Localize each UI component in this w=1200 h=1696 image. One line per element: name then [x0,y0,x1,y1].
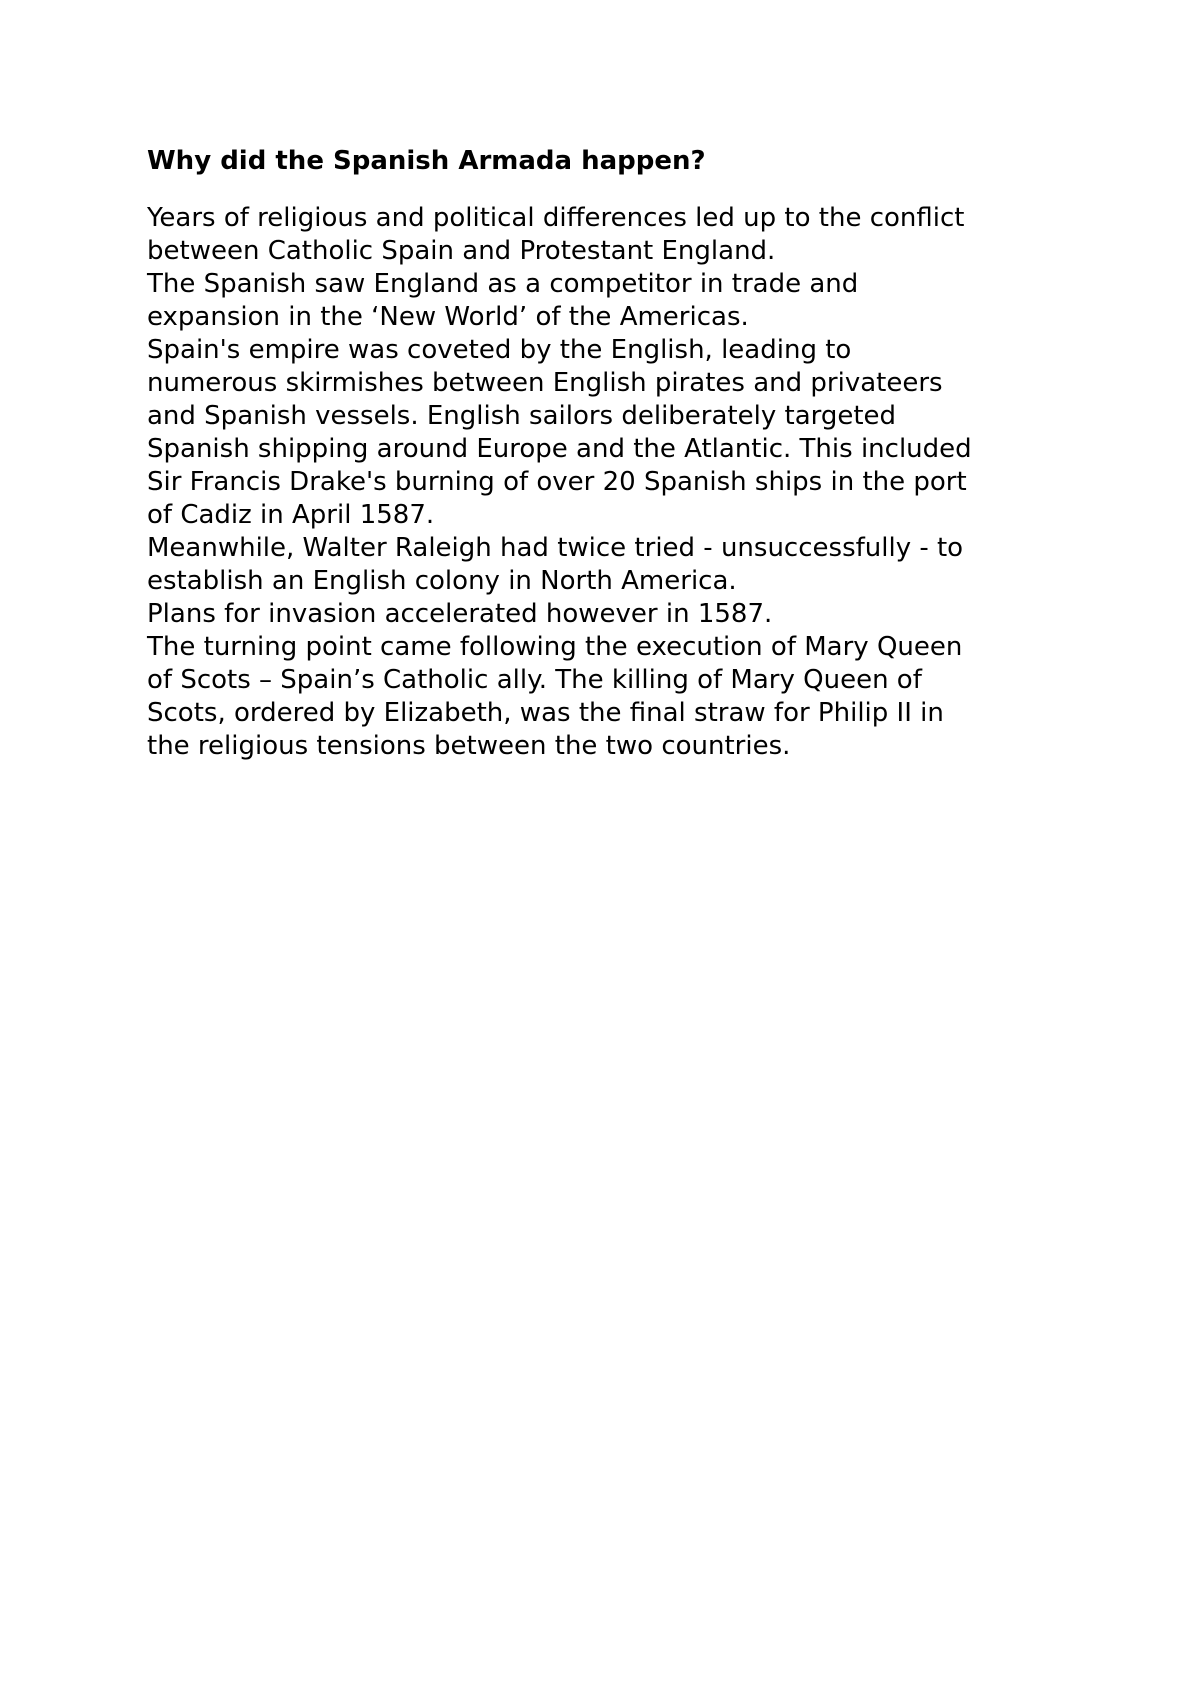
paragraph-trade-competition: The Spanish saw England as a competitor in trade and expansion in the ‘New World’ of the Americas. [147,269,859,332]
paragraph-invasion-plans: Plans for invasion accelerated however in 1587. [147,599,773,629]
paragraph-raleigh-colony: Meanwhile, Walter Raleigh had twice tried - unsuccessfully - to establish an English colony in North America. [147,533,964,596]
paragraph-religious-differences: Years of religious and political differences led up to the conflict between Catholic Spain and Protestant England. [147,203,965,266]
paragraph-empire-skirmishes: Spain's empire was coveted by the English, leading to numerous skirmishes between English pirates and privateers and Spanish vessels. English sailors deliberately targeted Spanish shipping around Europe and the Atlantic. This included Sir Francis Drake's burning of over 20 Spanish ships in the port of Cadiz in April 1587. [147,335,972,530]
paragraph-turning-point: The turning point came following the execution of Mary Queen of Scots – Spain’s Catholic ally. The killing of Mary Queen of Scots, ordered by Elizabeth, was the final straw for Philip II in the religious tensions between the two countries. [147,632,963,761]
document-heading: Why did the Spanish Armada happen? [147,146,706,176]
document-body [147,140,1057,763]
